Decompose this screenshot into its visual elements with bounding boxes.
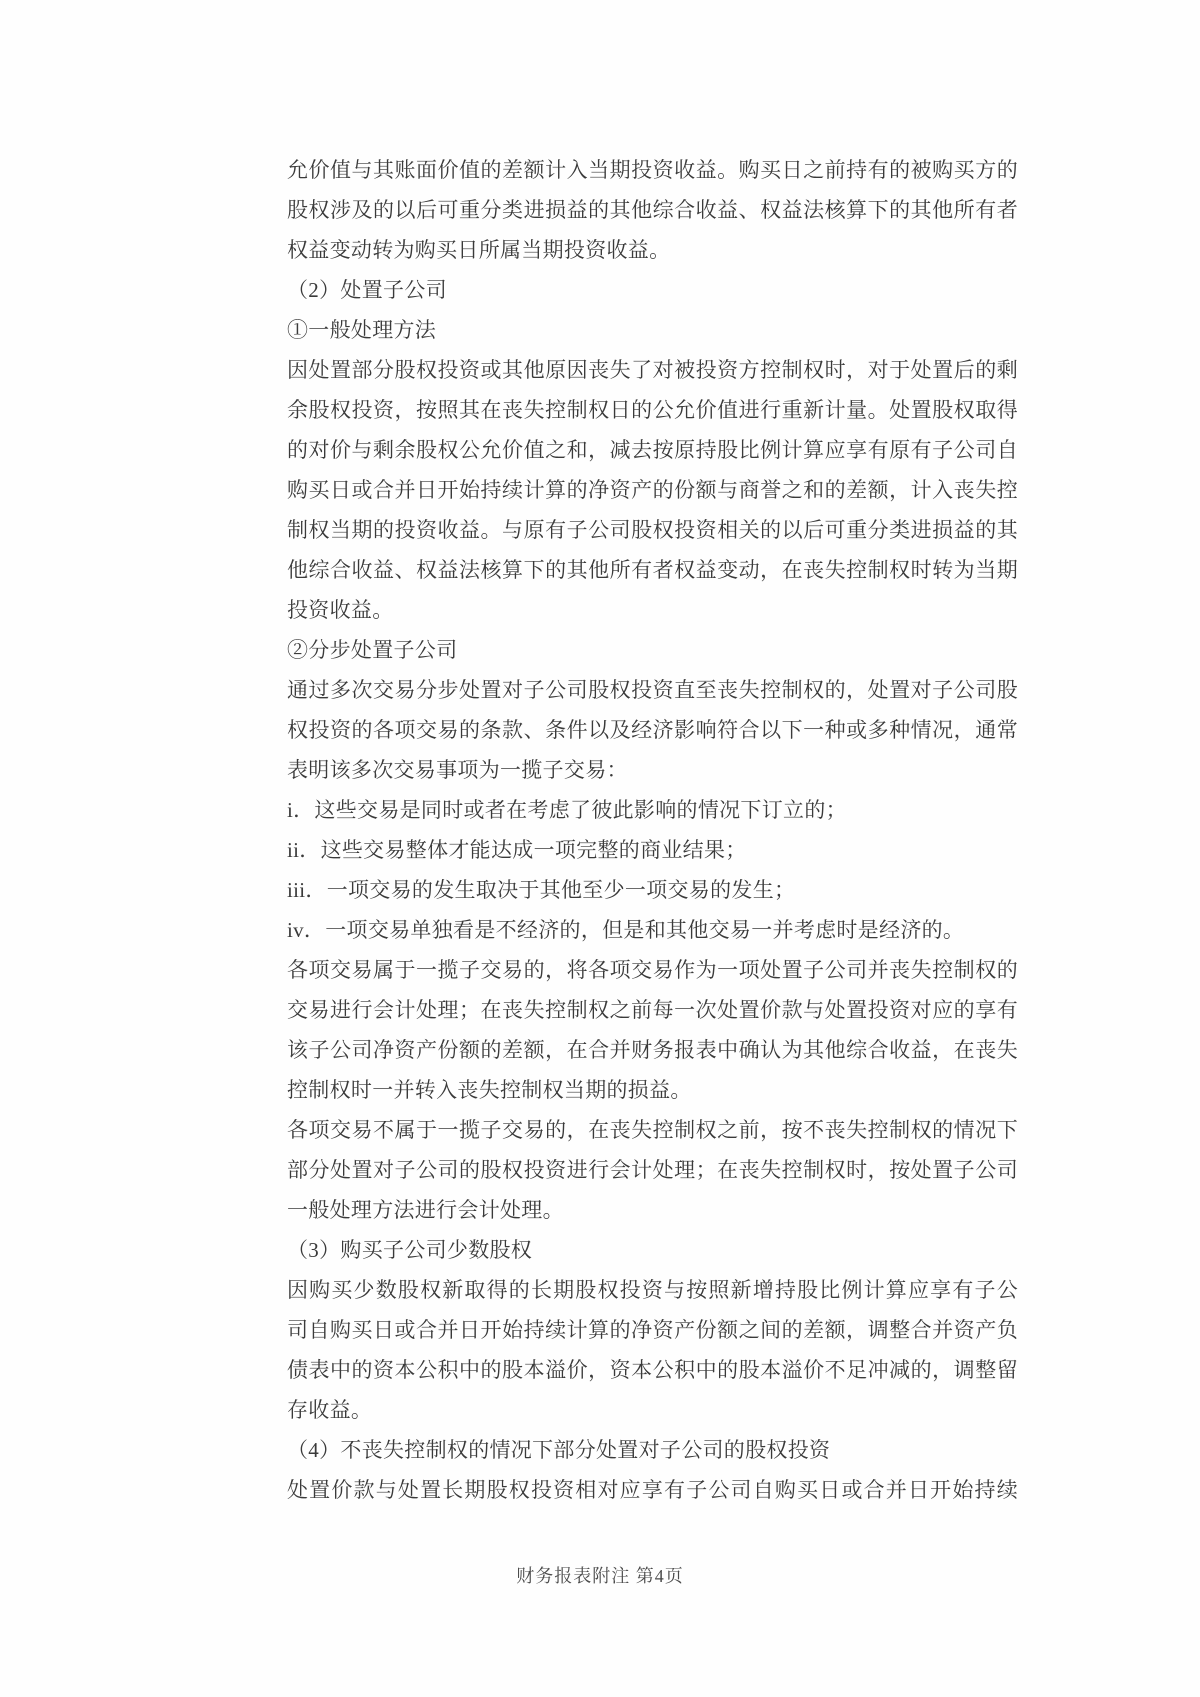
text-line: 股权涉及的以后可重分类进损益的其他综合收益、权益法核算下的其他所有者 <box>287 198 1018 222</box>
text-line: 处置价款与处置长期股权投资相对应享有子公司自购买日或合并日开始持续 <box>287 1478 1018 1502</box>
text-line: 各项交易不属于一揽子交易的，在丧失控制权之前，按不丧失控制权的情况下 <box>287 1118 1018 1142</box>
text-line: 通过多次交易分步处置对子公司股权投资直至丧失控制权的，处置对子公司股 <box>287 678 1018 702</box>
section-heading: （4）不丧失控制权的情况下部分处置对子公司的股权投资 <box>287 1438 831 1462</box>
text-line: 债表中的资本公积中的股本溢价，资本公积中的股本溢价不足冲减的，调整留 <box>287 1358 1018 1382</box>
list-item: i．这些交易是同时或者在考虑了彼此影响的情况下订立的； <box>287 798 847 822</box>
text-line: 余股权投资，按照其在丧失控制权日的公允价值进行重新计量。处置股权取得 <box>287 398 1018 422</box>
page-footer: 财务报表附注 第4页 <box>516 1566 684 1586</box>
text-line: 制权当期的投资收益。与原有子公司股权投资相关的以后可重分类进损益的其 <box>287 518 1018 542</box>
text-line: 的对价与剩余股权公允价值之和，减去按原持股比例计算应享有原有子公司自 <box>287 438 1018 462</box>
section-heading: （3）购买子公司少数股权 <box>287 1238 533 1262</box>
list-item: ii．这些交易整体才能达成一项完整的商业结果； <box>287 838 747 862</box>
sub-heading: ②分步处置子公司 <box>287 638 458 662</box>
text-line: 允价值与其账面价值的差额计入当期投资收益。购买日之前持有的被购买方的 <box>287 158 1018 182</box>
text-line: 权投资的各项交易的条款、条件以及经济影响符合以下一种或多种情况，通常 <box>287 718 1018 742</box>
text-line: 购买日或合并日开始持续计算的净资产的份额与商誉之和的差额，计入丧失控 <box>287 478 1018 502</box>
text-line: 他综合收益、权益法核算下的其他所有者权益变动，在丧失控制权时转为当期 <box>287 558 1018 582</box>
text-line: 部分处置对子公司的股权投资进行会计处理；在丧失控制权时，按处置子公司 <box>287 1158 1018 1182</box>
list-item: iii．一项交易的发生取决于其他至少一项交易的发生； <box>287 878 796 902</box>
text-line: 该子公司净资产份额的差额，在合并财务报表中确认为其他综合收益，在丧失 <box>287 1038 1018 1062</box>
text-line: 投资收益。 <box>287 598 394 622</box>
text-line: 因处置部分股权投资或其他原因丧失了对被投资方控制权时，对于处置后的剩 <box>287 358 1018 382</box>
text-line: 交易进行会计处理；在丧失控制权之前每一次处置价款与处置投资对应的享有 <box>287 998 1018 1022</box>
text-line: 表明该多次交易事项为一揽子交易： <box>287 758 628 782</box>
text-line: 因购买少数股权新取得的长期股权投资与按照新增持股比例计算应享有子公 <box>287 1278 1018 1302</box>
text-line: 控制权时一并转入丧失控制权当期的损益。 <box>287 1078 692 1102</box>
list-item: iv．一项交易单独看是不经济的，但是和其他交易一并考虑时是经济的。 <box>287 918 965 942</box>
text-line: 权益变动转为购买日所属当期投资收益。 <box>287 238 671 262</box>
text-line: 司自购买日或合并日开始持续计算的净资产份额之间的差额，调整合并资产负 <box>287 1318 1018 1342</box>
section-heading: （2）处置子公司 <box>287 278 447 302</box>
sub-heading: ①一般处理方法 <box>287 318 437 342</box>
text-block <box>287 150 1018 1510</box>
text-line: 各项交易属于一揽子交易的，将各项交易作为一项处置子公司并丧失控制权的 <box>287 958 1018 982</box>
text-line: 存收益。 <box>287 1398 373 1422</box>
text-line: 一般处理方法进行会计处理。 <box>287 1198 564 1222</box>
